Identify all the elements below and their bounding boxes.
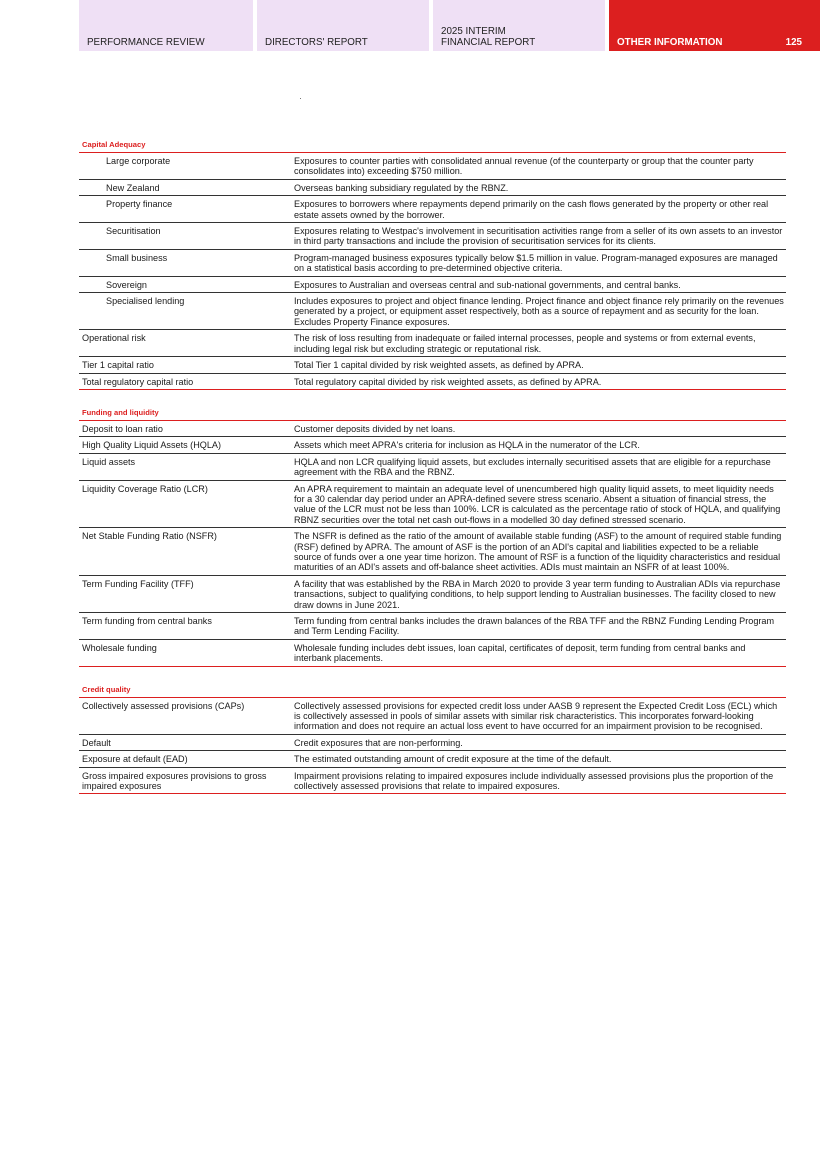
glossary-term: Small business [106,252,168,263]
glossary-term: Net Stable Funding Ratio (NSFR) [82,531,217,542]
glossary-term: Default [82,737,111,748]
glossary-definition: A facility that was established by the RBA in March 2020 to provide 3 year term funding to Australian ADIs via repurchase transactions, subject to qualifying conditions, to help support lending to Australian businesses. The facility closed to new draw downs in June 2021. [294,578,781,610]
glossary-definition: Exposures to borrowers where repayments depend primarily on the cash flows generated by the property or other real estate assets owned by the borrower. [294,199,769,220]
glossary-term: Total regulatory capital ratio [82,376,194,387]
tab-other-information[interactable] [609,0,820,51]
glossary-content [79,137,786,809]
tab-label: OTHER INFORMATION [617,37,723,48]
glossary-row [79,768,786,795]
glossary-row [79,374,786,390]
page-number: 125 [785,37,802,48]
glossary-row [79,357,786,373]
tab-label: 2025 INTERIM FINANCIAL REPORT [441,26,536,48]
glossary-term: Securitisation [106,226,161,237]
tab-label: DIRECTORS' REPORT [265,37,368,48]
glossary-term: Wholesale funding [82,642,157,653]
glossary-term: Property finance [106,199,173,210]
glossary-term: Collectively assessed provisions (CAPs) [82,700,245,711]
stray-mark [300,98,301,99]
glossary-term: New Zealand [106,182,160,193]
glossary-row [79,576,786,613]
glossary-definition: Exposures relating to Westpac's involvement in securitisation activities range from a seller of its own assets to an investor in third party transactions and include the provision of securitisation services for its clients. [294,226,783,247]
glossary-definition: An APRA requirement to maintain an adequate level of unencumbered high quality liquid assets, to meet liquidity needs for a 30 calendar day period under an APRA-defined severe stress scenario. Absent a situation of financial stress, the value of the LCR must not be less than 100%. LCR is calculated as the percentage ratio of stock of HQLA, and qualifying RBNZ securities over the total net cash out-flows in a modelled 30 day defined stressed scenario. [294,483,781,525]
glossary-row [79,481,786,529]
glossary-definition: Assets which meet APRA's criteria for inclusion as HQLA in the numerator of the LCR. [294,440,640,451]
glossary-row [79,223,786,250]
glossary-term: Tier 1 capital ratio [82,360,154,371]
glossary-definition: Collectively assessed provisions for expected credit loss under AASB 9 represent the Expected Credit Loss (ECL) which is collectively assessed in pools of similar assets with similar risk characteristics. This incorporates forward-looking information and does not require an actual loss event to have occurred for an impairment provision to be recognised. [294,700,778,732]
glossary-definition: Total Tier 1 capital divided by risk weighted assets, as defined by APRA. [294,360,584,371]
glossary-definition: Overseas banking subsidiary regulated by the RBNZ. [294,182,509,193]
glossary-row [79,180,786,196]
glossary-term: Gross impaired exposures provisions to gross impaired exposures [82,770,267,792]
glossary-row [79,196,786,223]
glossary-definition: The estimated outstanding amount of credit exposure at the time of the default. [294,754,612,765]
section-title: Funding and liquidity [79,405,786,421]
glossary-term: Sovereign [106,279,147,290]
glossary-row [79,640,786,667]
glossary-term: Term funding from central banks [82,616,212,626]
glossary-term: Exposure at default (EAD) [82,754,188,765]
tab-performance-review[interactable] [79,0,253,51]
glossary-row [79,454,786,481]
glossary-row [79,153,786,180]
section-title: Credit quality [79,682,786,698]
glossary-row [79,735,786,751]
glossary-term: Term Funding Facility (TFF) [82,578,194,589]
glossary-row [79,613,786,640]
glossary-row [79,751,786,767]
glossary-definition: Wholesale funding includes debt issues, loan capital, certificates of deposit, term funding from central banks and interbank placements. [294,642,746,664]
glossary-term: Large corporate [106,156,171,166]
glossary-row [79,528,786,576]
section-title: Capital Adequacy [79,137,786,153]
glossary-definition: The NSFR is defined as the ratio of the amount of available stable funding (ASF) to the amount of required stable funding (RSF) defined by APRA. The amount of ASF is the portion of an ADI's capital and liabilities expected to be a reliable source of funds over a one year time horizon. The amount of RSF is a function of the liquidity characteristics and residual maturities of an ADI's assets and off-balance sheet activities. ADIs must maintain an NSFR of at least 100%. [294,531,782,573]
glossary-term: Deposit to loan ratio [82,423,163,434]
glossary-definition: Program-managed business exposures typically below $1.5 million in value. Program-managed exposures are managed on a statistical basis according to pre-determined objective criteria. [294,252,778,274]
glossary-definition: Customer deposits divided by net loans. [294,423,456,434]
glossary-definition: Exposures to Australian and overseas central and sub-national governments, and central banks. [294,279,681,290]
glossary-definition: Includes exposures to project and object finance lending. Project finance and object finance rely primarily on the revenues generated by a project, or equipment asset respectively, both as a source of repayment and as security for the loan. Excludes Property Finance exposures. [294,296,784,327]
glossary-row [79,421,786,437]
glossary-term: Operational risk [82,333,146,344]
glossary-section [79,137,786,390]
glossary-row [79,437,786,453]
top-navigation [79,0,820,51]
glossary-section [79,682,786,795]
glossary-definition: HQLA and non LCR qualifying liquid assets, but excludes internally securitised assets that are eligible for a repurchase agreement with the RBA and the RBNZ. [294,456,771,478]
glossary-definition: Total regulatory capital divided by risk weighted assets, as defined by APRA. [294,376,602,387]
glossary-term: High Quality Liquid Assets (HQLA) [82,440,221,451]
glossary-term: Specialised lending [106,296,185,307]
glossary-definition: Term funding from central banks includes the drawn balances of the RBA TFF and the RBNZ Funding Lending Program and Term Lending Facility. [294,616,775,637]
tab-label: PERFORMANCE REVIEW [87,37,205,48]
glossary-definition: The risk of loss resulting from inadequate or failed internal processes, people and systems or from external events, including legal risk but excluding strategic or reputational risk. [294,333,756,354]
glossary-section [79,405,786,667]
glossary-definition: Exposures to counter parties with consolidated annual revenue (of the counterparty or group that the counter party consolidates into) exceeding $750 million. [294,156,754,177]
glossary-row [79,277,786,293]
glossary-term: Liquidity Coverage Ratio (LCR) [82,483,208,494]
glossary-definition: Impairment provisions relating to impaired exposures include individually assessed provisions plus the proportion of the collectively assessed provisions that relate to impaired exposures. [294,770,774,792]
tab-directors-report[interactable] [257,0,429,51]
tab-interim-financial-report[interactable] [433,0,605,51]
glossary-row [79,698,786,735]
glossary-row [79,250,786,277]
glossary-term: Liquid assets [82,456,136,467]
glossary-row [79,330,786,357]
glossary-row [79,293,786,330]
glossary-definition: Credit exposures that are non-performing. [294,737,463,748]
